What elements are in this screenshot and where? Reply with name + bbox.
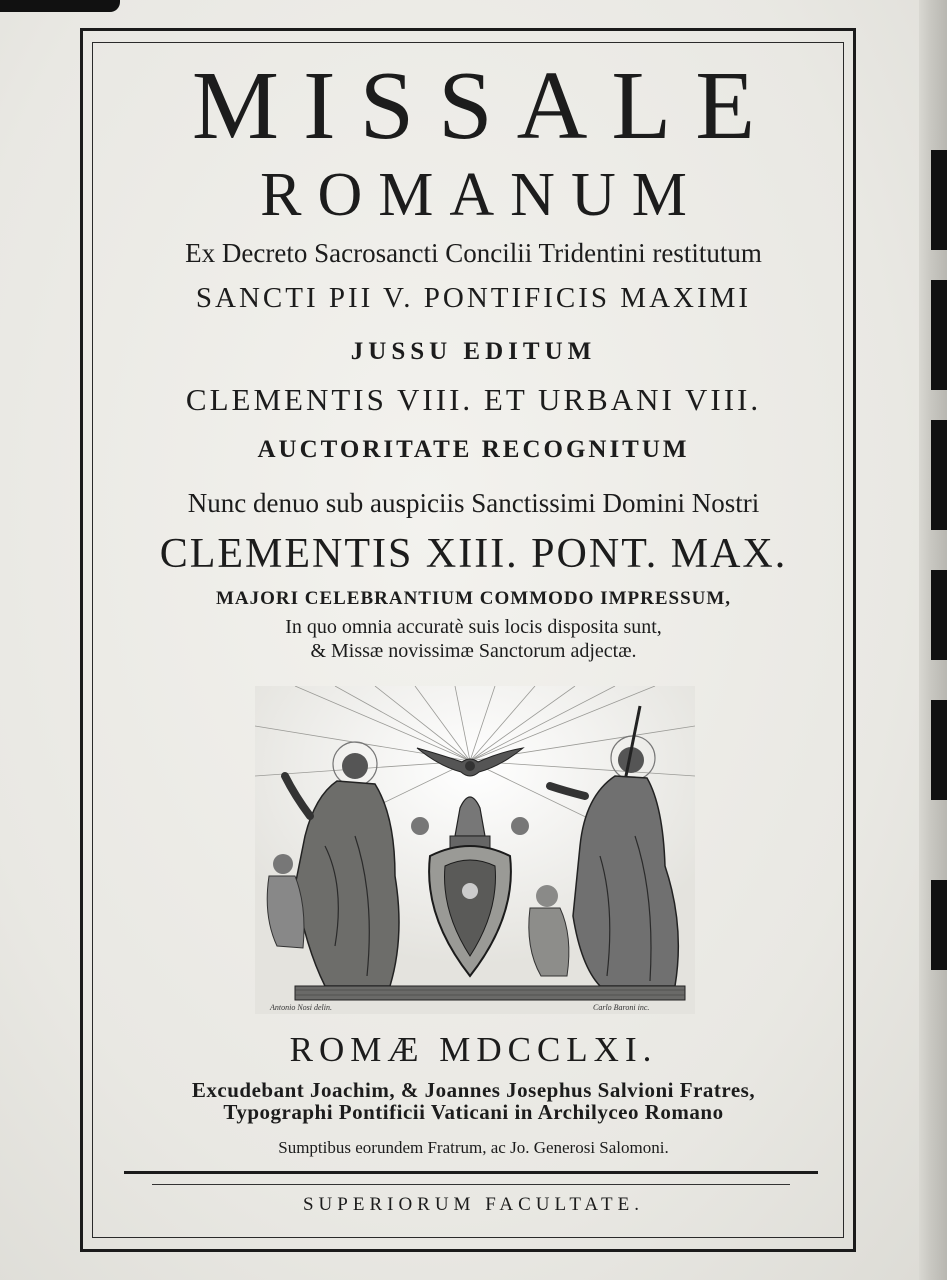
line-majori: MAJORI CELEBRANTIUM COMMODO IMPRESSUM, <box>215 588 732 609</box>
page-tab <box>931 700 947 800</box>
line-missae: & Missæ novissimæ Sanctorum adjectæ. <box>310 640 637 662</box>
imprint-superiorum: SUPERIORUM FACULTATE. <box>302 1194 644 1215</box>
line-clementis-urbani: CLEMENTIS VIII. ET URBANI VIII. <box>185 382 762 417</box>
page-tab <box>931 880 947 970</box>
imprint-sumptibus: Sumptibus eorundem Fratrum, ac Jo. Generosi Salomoni. <box>278 1138 669 1157</box>
line-sancti-pii: SANCTI PII V. PONTIFICIS MAXIMI <box>195 282 752 314</box>
engraving-base <box>295 986 685 1000</box>
imprint-typographi: Typographi Pontificii Vaticani in Archilyceo Romano <box>223 1100 724 1124</box>
line-nunc-denuo: Nunc denuo sub auspiciis Sanctissimi Domini Nostri <box>187 488 760 518</box>
line-in-quo: In quo omnia accuratè suis locis disposita sunt, <box>285 616 662 638</box>
line-clementis-xiii: CLEMENTIS XIII. PONT. MAX. <box>159 531 788 577</box>
title-missale: MISSALE <box>191 52 780 160</box>
thin-rule <box>152 1184 790 1185</box>
line-auctoritate: AUCTORITATE RECOGNITUM <box>257 436 690 463</box>
thick-rule <box>124 1171 818 1174</box>
line-jussu-editum: JUSSU EDITUM <box>350 338 597 365</box>
engraving-credit-draftsman: Antonio Nosi delin. <box>270 1003 332 1012</box>
imprint-place-date: ROMÆ MDCCLXI. <box>289 1030 658 1069</box>
engraving-saints-peter-paul <box>255 686 695 1014</box>
line-ex-decreto: Ex Decreto Sacrosancti Concilii Tridentini restitutum <box>185 238 762 268</box>
engraving-credit-engraver: Carlo Baroni inc. <box>593 1003 650 1012</box>
title-romanum: ROMANUM <box>260 161 703 229</box>
imprint-printers: Excudebant Joachim, & Joannes Josephus Salvioni Fratres, <box>191 1078 756 1102</box>
page-corner-shadow <box>0 0 120 12</box>
